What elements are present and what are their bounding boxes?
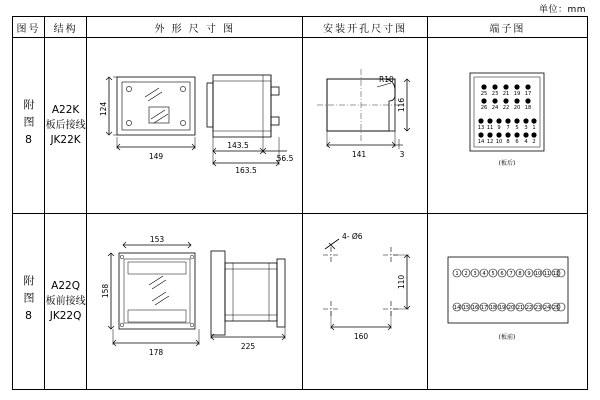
svg-text:4: 4	[524, 138, 528, 145]
table-header-row	[13, 17, 588, 38]
svg-text:10: 10	[495, 138, 502, 145]
row2-fig-no: 附图8	[22, 275, 36, 328]
svg-text:1: 1	[455, 270, 459, 277]
header-outline: 外 形 尺 寸 图	[87, 17, 303, 38]
svg-text:24: 24	[543, 304, 550, 311]
row2-mounting-drawing	[303, 215, 425, 389]
row2-mount-width: 160	[354, 331, 369, 341]
svg-text:10: 10	[534, 270, 541, 277]
row2-dim-left: 158	[101, 283, 111, 298]
svg-text:17: 17	[524, 90, 531, 97]
row1-fig-no-cell	[13, 38, 45, 214]
row1-dim-right-3: 56.5	[276, 153, 294, 163]
header-mounting: 安装开孔尺寸图	[303, 17, 427, 38]
row1-mount-radius: R10	[379, 74, 395, 84]
row1-outline-drawing	[87, 39, 301, 213]
svg-text:7: 7	[506, 124, 510, 131]
svg-text:5: 5	[515, 124, 519, 131]
svg-text:24: 24	[491, 104, 498, 111]
svg-text:13: 13	[477, 124, 484, 131]
row1-mount-height: 116	[397, 97, 407, 112]
svg-text:18: 18	[489, 304, 496, 311]
row2-outline-cell	[87, 214, 303, 390]
svg-text:7: 7	[509, 270, 513, 277]
svg-text:14: 14	[477, 138, 484, 145]
row1-struct-bottom: JK22K	[50, 134, 81, 147]
header-terminal: 端子图	[427, 17, 587, 38]
svg-text:11: 11	[486, 124, 493, 131]
row1-dim-left: 124	[99, 101, 109, 116]
svg-text:16: 16	[471, 304, 478, 311]
svg-text:22: 22	[502, 104, 509, 111]
row2-struct-bottom: JK22Q	[49, 310, 82, 323]
svg-text:8: 8	[506, 138, 510, 145]
svg-text:2: 2	[464, 270, 468, 277]
row1-struct-mid: 板后接线	[45, 119, 86, 131]
svg-text:23: 23	[491, 90, 498, 97]
row1-mount-width: 141	[352, 149, 367, 159]
svg-text:1: 1	[532, 124, 536, 131]
row2-fig-no-cell	[13, 214, 45, 390]
row1-mounting-drawing	[303, 39, 425, 213]
dimension-table	[12, 16, 588, 390]
row1-struct-top: A22K	[51, 104, 80, 117]
row1-dim-right-2: 163.5	[235, 165, 257, 175]
row2-terminal-diagram	[428, 215, 586, 389]
row1-dim-right-1: 143.5	[227, 140, 249, 150]
row1-terminal-note: (板后)	[498, 159, 516, 167]
row2-dim-bottom: 178	[148, 347, 164, 357]
row2-struct-top: A22Q	[51, 280, 80, 293]
svg-text:25: 25	[552, 304, 559, 311]
row1-dim-bottom: 149	[148, 151, 164, 161]
svg-text:22: 22	[525, 304, 532, 311]
svg-text:26: 26	[480, 104, 487, 111]
svg-text:12: 12	[486, 138, 493, 145]
svg-text:14: 14	[453, 304, 460, 311]
svg-text:9: 9	[527, 270, 531, 277]
svg-text:6: 6	[500, 270, 504, 277]
svg-text:25: 25	[480, 90, 487, 97]
svg-text:20: 20	[513, 104, 520, 111]
row2-structure-cell	[45, 214, 87, 390]
svg-text:8: 8	[518, 270, 522, 277]
row1-structure-cell	[45, 38, 87, 214]
svg-text:18: 18	[524, 104, 531, 111]
row1-mount-small: 3	[400, 149, 405, 159]
svg-text:11: 11	[543, 270, 550, 277]
table-row	[13, 214, 588, 390]
svg-text:23: 23	[534, 304, 541, 311]
header-structure: 结构	[45, 17, 87, 38]
svg-text:6: 6	[515, 138, 519, 145]
row1-outline-cell	[87, 38, 303, 214]
row2-mounting-cell	[303, 214, 427, 390]
svg-text:3: 3	[524, 124, 528, 131]
svg-text:19: 19	[513, 90, 520, 97]
table-row	[13, 38, 588, 214]
row1-mounting-cell	[303, 38, 427, 214]
row2-hole-note: 4- Ø6	[342, 231, 364, 241]
svg-text:19: 19	[498, 304, 505, 311]
svg-text:17: 17	[480, 304, 487, 311]
row1-fig-no: 附图8	[22, 99, 36, 152]
row2-outline-drawing	[87, 215, 301, 389]
svg-text:3: 3	[473, 270, 477, 277]
header-fig-no: 图号	[13, 17, 45, 38]
svg-text:15: 15	[462, 304, 469, 311]
row2-mount-height: 110	[397, 274, 407, 289]
svg-text:5: 5	[491, 270, 495, 277]
row1-terminal-diagram	[428, 39, 586, 213]
svg-text:21: 21	[516, 304, 523, 311]
unit-label: 单位：mm	[538, 5, 586, 15]
row1-terminal-cell	[427, 38, 587, 214]
svg-text:4: 4	[482, 270, 486, 277]
row2-dim-top: 153	[149, 234, 165, 244]
row2-terminal-note: (板前)	[498, 333, 516, 341]
svg-text:20: 20	[507, 304, 514, 311]
svg-text:21: 21	[502, 90, 509, 97]
row2-terminal-cell	[427, 214, 587, 390]
svg-text:12: 12	[552, 270, 559, 277]
row2-dim-right: 225	[240, 341, 256, 351]
svg-text:9: 9	[497, 124, 501, 131]
row2-struct-mid: 板前接线	[45, 295, 86, 307]
svg-text:2: 2	[532, 138, 536, 145]
